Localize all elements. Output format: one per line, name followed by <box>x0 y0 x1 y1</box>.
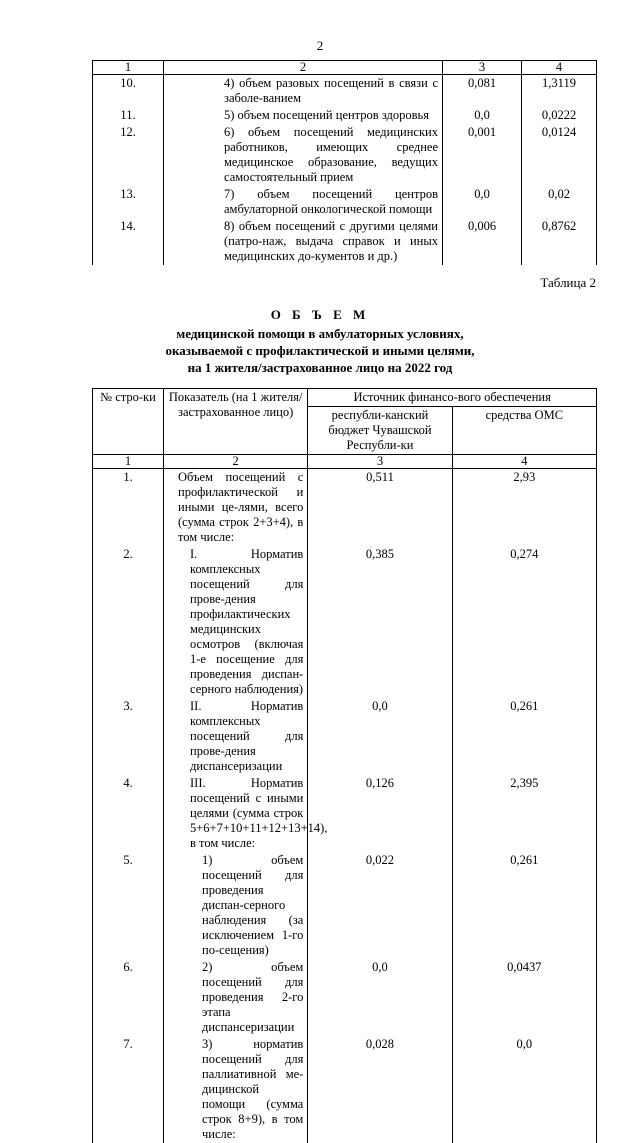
row-text: 5) объем посещений центров здоровья <box>164 107 443 124</box>
row-text: 6) объем посещений медицинских работников, имеющих среднее медицинское образование, ведущих самостоятельный прием <box>164 124 443 186</box>
row-value-budget: 0,0 <box>443 107 522 124</box>
row-value-oms: 2,395 <box>452 775 596 852</box>
row-text: Объем посещений с профилактической и иными це-лями, всего (сумма строк 2+3+4), в том числе: <box>164 469 308 547</box>
table-row <box>93 852 597 959</box>
row-value-budget: 0,006 <box>443 218 522 265</box>
row-value-oms: 0,0437 <box>452 959 596 1036</box>
row-number: 14. <box>93 218 164 265</box>
table-row <box>93 959 597 1036</box>
number-col-3: 3 <box>308 455 452 469</box>
number-col-1: 1 <box>93 455 164 469</box>
table-row <box>93 698 597 775</box>
number-col-2: 2 <box>164 455 308 469</box>
page-number: 2 <box>316 38 324 53</box>
row-number: 5. <box>93 852 164 959</box>
row-value-oms: 0,261 <box>452 852 596 959</box>
table-label: Таблица 2 <box>540 275 596 290</box>
row-value-oms: 2,93 <box>452 469 596 547</box>
row-value-budget: 0,126 <box>308 775 452 852</box>
row-number: 10. <box>93 75 164 108</box>
table-row <box>93 124 597 186</box>
document-title <box>0 306 640 376</box>
row-number: 7. <box>93 1036 164 1143</box>
row-value-oms: 0,0 <box>452 1036 596 1143</box>
table-row <box>93 546 597 698</box>
title-line-2: оказываемой с профилактической и иными целями, <box>165 343 475 358</box>
row-value-budget: 0,028 <box>308 1036 452 1143</box>
table-row <box>93 469 597 547</box>
row-value-budget: 0,511 <box>308 469 452 547</box>
header-col-2: 2 <box>164 61 443 75</box>
row-text: 4) объем разовых посещений в связи с заболе-ванием <box>164 75 443 108</box>
header-col-3: 3 <box>443 61 522 75</box>
number-col-4: 4 <box>452 455 596 469</box>
row-number: 4. <box>93 775 164 852</box>
row-number: 12. <box>93 124 164 186</box>
row-value-oms: 0,0222 <box>522 107 597 124</box>
table-numbers-row <box>93 455 597 469</box>
row-text: 7) объем посещений центров амбулаторной онкологической помощи <box>164 186 443 218</box>
head-indicator: Показатель (на 1 жителя/застрахованное лицо) <box>164 389 308 455</box>
table-row <box>93 1036 597 1143</box>
title-main: О Б Ъ Е М <box>270 307 370 322</box>
row-value-budget: 0,081 <box>443 75 522 108</box>
header-col-1: 1 <box>93 61 164 75</box>
row-text: I. Норматив комплексных посещений для прове-дения профилактических медицинских осмотров (включая 1-е посещение для проведения диспан-серного наблюдения) <box>164 546 308 698</box>
row-text: 2) объем посещений для проведения 2-го этапа диспансеризации <box>164 959 308 1036</box>
row-text: 8) объем посещений с другими целями (патро-наж, выдача справок и иных медицинских до-кументов и др.) <box>164 218 443 265</box>
row-value-oms: 0,02 <box>522 186 597 218</box>
row-value-budget: 0,385 <box>308 546 452 698</box>
head-row-number: № стро-ки <box>93 389 164 455</box>
row-value-budget: 0,001 <box>443 124 522 186</box>
row-number: 2. <box>93 546 164 698</box>
title-line-3: на 1 жителя/застрахованное лицо на 2022 год <box>187 360 453 375</box>
row-value-budget: 0,0 <box>443 186 522 218</box>
row-value-oms: 1,3119 <box>522 75 597 108</box>
head-oms-funds: средства ОМС <box>452 407 596 455</box>
continuation-table <box>92 60 597 265</box>
title-line-1: медицинской помощи в амбулаторных условиях, <box>176 326 464 341</box>
row-text: 3) норматив посещений для паллиативной ме-дицинской помощи (сумма строк 8+9), в том числе: <box>164 1036 308 1143</box>
table-row <box>93 186 597 218</box>
row-number: 1. <box>93 469 164 547</box>
row-value-oms: 0,274 <box>452 546 596 698</box>
row-value-oms: 0,261 <box>452 698 596 775</box>
table-head-row-1 <box>93 389 597 407</box>
row-number: 6. <box>93 959 164 1036</box>
head-republic-budget: республи-канский бюджет Чувашской Республи-ки <box>308 407 452 455</box>
row-value-oms: 0,0124 <box>522 124 597 186</box>
row-value-budget: 0,0 <box>308 959 452 1036</box>
row-text: II. Норматив комплексных посещений для прове-дения диспансеризации <box>164 698 308 775</box>
table-row <box>93 107 597 124</box>
table-row <box>93 218 597 265</box>
row-text: 1) объем посещений для проведения диспан-серного наблюдения (за исключением 1-го по-сещения) <box>164 852 308 959</box>
row-text: III. Норматив посещений с иными целями (сумма строк 5+6+7+10+11+12+13+14), в том числе: <box>164 775 308 852</box>
table-row <box>93 75 597 108</box>
head-funding-source: Источник финансо-вого обеспечения <box>308 389 597 407</box>
table-header-row <box>93 61 597 75</box>
row-value-oms: 0,8762 <box>522 218 597 265</box>
table-row <box>93 775 597 852</box>
row-number: 13. <box>93 186 164 218</box>
volume-table <box>92 388 597 1143</box>
row-number: 11. <box>93 107 164 124</box>
header-col-4: 4 <box>522 61 597 75</box>
row-number: 3. <box>93 698 164 775</box>
row-value-budget: 0,0 <box>308 698 452 775</box>
row-value-budget: 0,022 <box>308 852 452 959</box>
